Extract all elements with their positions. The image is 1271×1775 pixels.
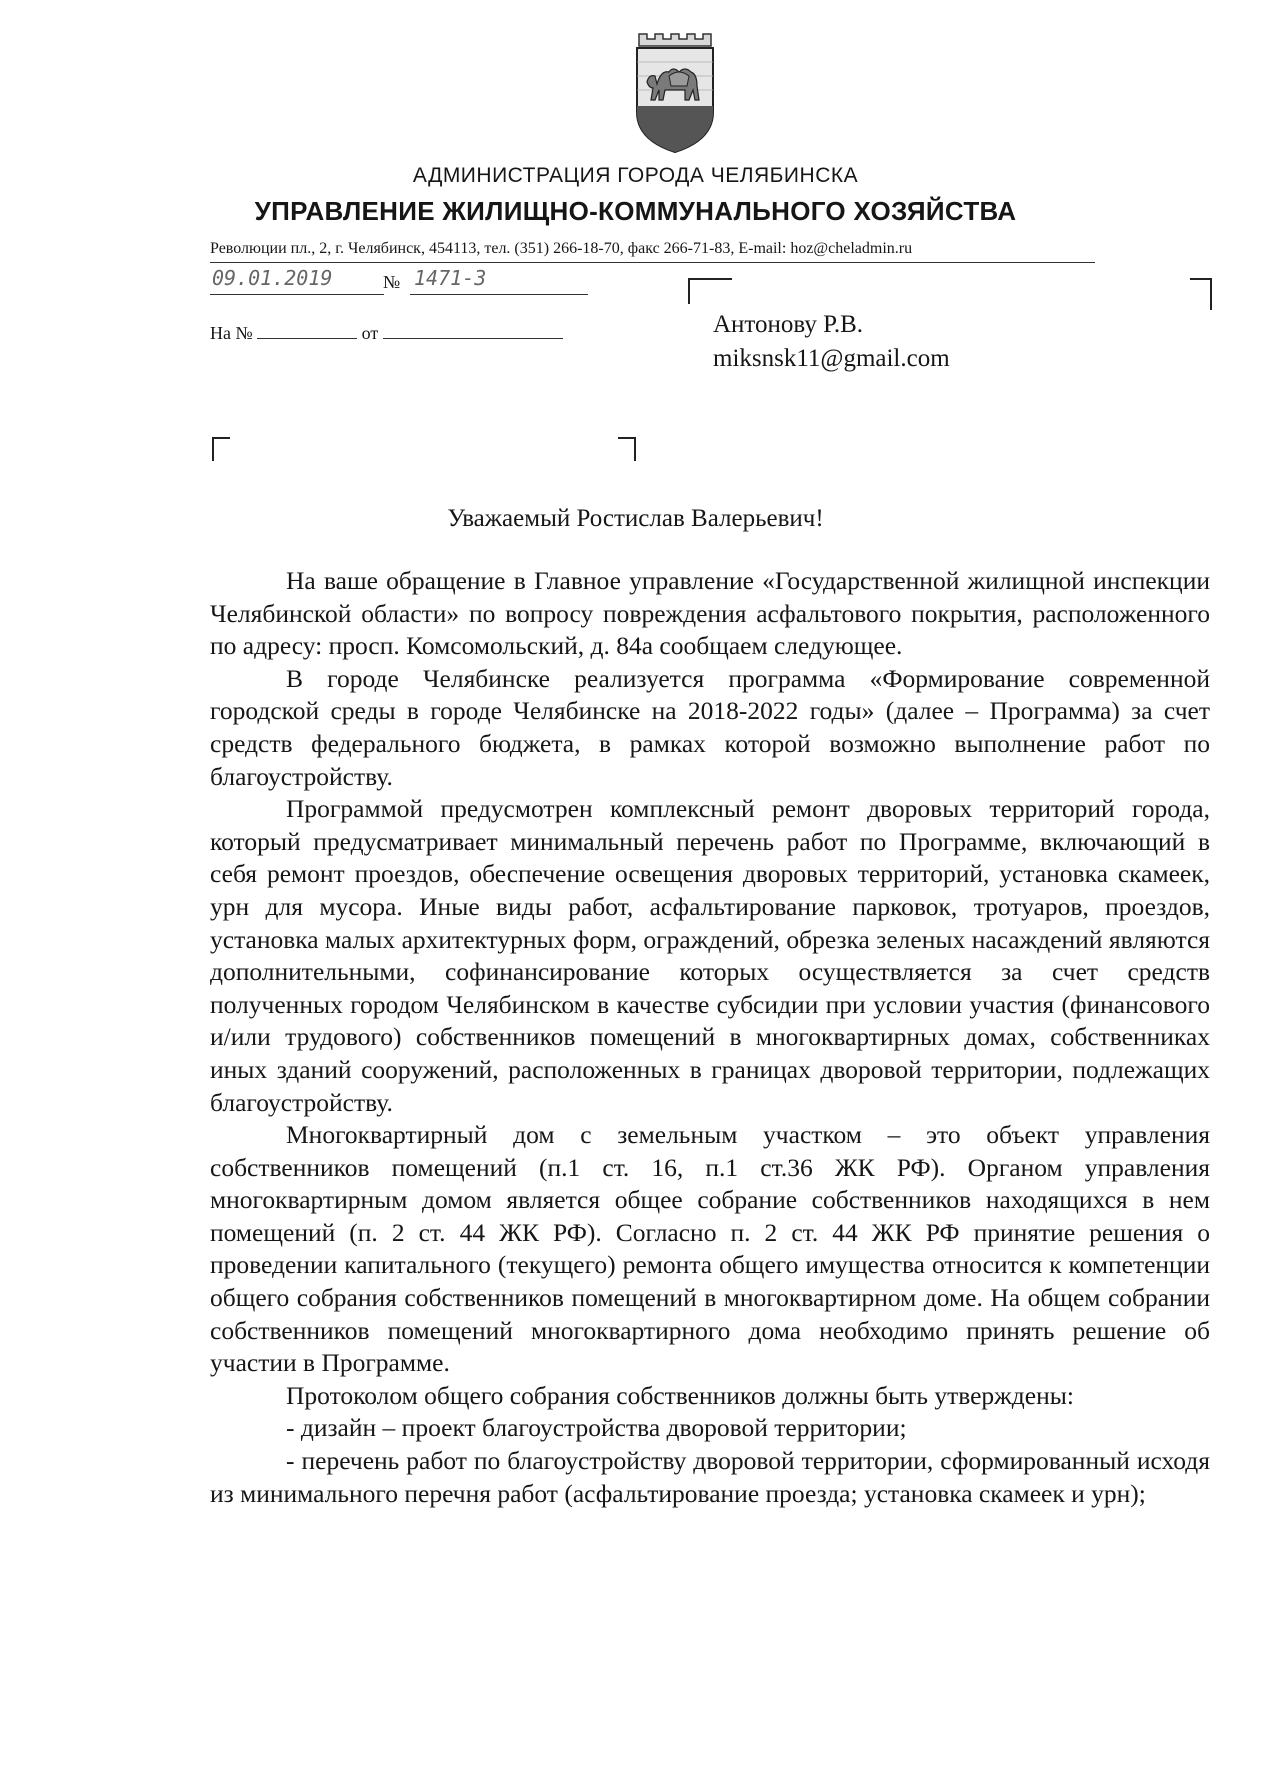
list-item: - перечень работ по благоустройству дворовой территории, сформированный исходя из минимального перечня работ (асфальтирование проезда; установка скамеек и урн); xyxy=(210,1446,1210,1508)
paragraph: Программой предусмотрен комплексный ремонт дворовых территорий города, который предусматривает минимальный перечень работ по Программе, включающий в себя ремонт проездов, обеспечение освещения дворовых территорий, установка скамеек, урн для мусора. Иные виды работ, асфальтирование парковок, тротуаров, проездов, установка малых архитектурных форм, ограждений, обрезка зеленых насаждений являются дополнительными, софинансирование которых осуществляется за счет средств полученных городом Челябинском в качестве субсидии при условии участия (финансового и/или трудового) собственников помещений в многоквартирных домах, собственниках иных зданий сооружений, расположенных в границах дворовой территории, подлежащих благоустройству. xyxy=(210,794,1210,1117)
address-corner-top-left xyxy=(688,278,732,304)
registration-date-line xyxy=(210,294,384,295)
registration-number-line xyxy=(410,294,588,295)
recipient-email: miksnsk11@gmail.com xyxy=(713,345,950,372)
list-item: - дизайн – проект благоустройства дворовой территории; xyxy=(286,1413,907,1443)
reference-number-blank xyxy=(257,322,357,339)
reference-date-blank xyxy=(383,322,563,339)
recipient-name: Антонову Р.В. xyxy=(713,311,864,338)
chelyabinsk-coat-of-arms-icon xyxy=(631,32,719,154)
paragraph: На ваше обращение в Главное управление «Государственной жилищной инспекции Челябинской области» по вопросу повреждения асфальтового покрытия, расположенного по адресу: просп. Комсомольский, д. 84а сообщаем следующее. xyxy=(210,566,1210,661)
letter-body xyxy=(210,565,1210,1510)
registration-number-label: № xyxy=(383,272,401,292)
registration-number: 1471-3 xyxy=(414,266,487,290)
contacts-underline xyxy=(210,262,1095,263)
recipient-block xyxy=(713,308,950,376)
address-corner-top-right xyxy=(1190,278,1212,310)
paragraph: В городе Челябинске реализуется программа «Формирование современной городской среды в городе Челябинске на 2018-2022 годы» (далее – Программа) за счет средств федерального бюджета, в рамках которой возможно выполнение работ по благоустройству. xyxy=(210,663,1210,791)
reference-number-label: На № xyxy=(210,323,253,343)
subject-corner-top-left xyxy=(212,437,230,461)
reference-date-label: от xyxy=(361,323,379,343)
paragraph: Многоквартирный дом с земельным участком – это объект управления собственников помещений (п.1 ст. 16, п.1 ст.36 ЖК РФ). Органом управления многоквартирным домом является общее собрание собственников находящихся в нем помещений (п. 2 ст. 44 ЖК РФ). Согласно п. 2 ст. 44 ЖК РФ принятие решения о проведении капитального (текущего) ремонта общего имущества относится к компетенции общего собрания собственников помещений в многоквартирном доме. На общем собрании собственников помещений многоквартирного дома необходимо принять решение об участии в Программе. xyxy=(210,1120,1210,1378)
organization-line-2: УПРАВЛЕНИЕ ЖИЛИЩНО-КОММУНАЛЬНОГО ХОЗЯЙСТВА xyxy=(254,196,1017,226)
organization-contacts: Революции пл., 2, г. Челябинск, 454113, тел. (351) 266-18-70, факс 266-71-83, E-mail: hoz@cheladmin.ru xyxy=(210,240,913,257)
subject-corner-top-right xyxy=(618,437,636,461)
paragraph: Протоколом общего собрания собственников должны быть утверждены: xyxy=(286,1380,1074,1410)
registration-date: 09.01.2019 xyxy=(212,266,333,290)
salutation: Уважаемый Ростислав Валерьевич! xyxy=(447,505,824,532)
reference-row xyxy=(210,322,563,344)
organization-line-1: АДМИНИСТРАЦИЯ ГОРОДА ЧЕЛЯБИНСКА xyxy=(412,164,859,187)
